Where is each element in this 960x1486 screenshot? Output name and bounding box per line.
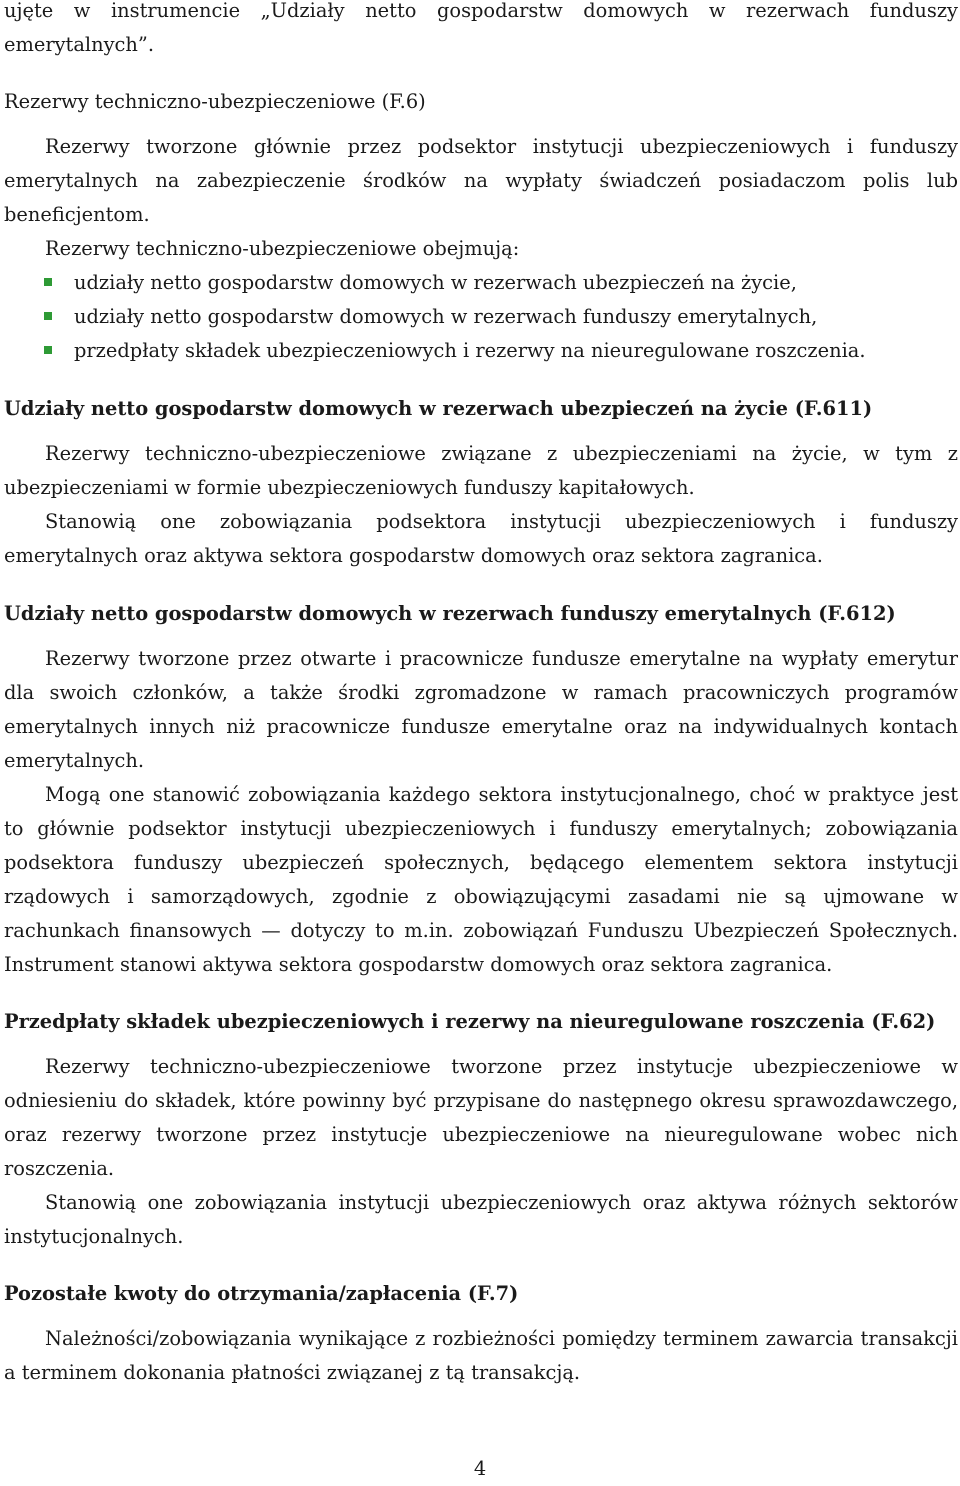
square-bullet-icon <box>44 346 52 354</box>
square-bullet-icon <box>44 312 52 320</box>
paragraph-f6: Rezerwy tworzone głównie przez podsektor instytucji ubezpieczeniowych i funduszy emerytalnych na zabezpieczenie środków na wypłaty świadczeń posiadaczom polis lub beneficjentom. <box>4 135 958 226</box>
section-heading-f612: Udziały netto gospodarstw domowych w rezerwach funduszy emerytalnych (F.612) <box>4 602 896 625</box>
list-item <box>4 300 958 334</box>
list-item-text: udziały netto gospodarstw domowych w rezerwach ubezpieczeń na życie, <box>74 271 797 294</box>
page-number: 4 <box>473 1457 487 1480</box>
list-item <box>4 266 958 300</box>
list-item-text: udziały netto gospodarstw domowych w rezerwach funduszy emerytalnych, <box>74 305 818 328</box>
list-item <box>4 334 958 368</box>
paragraph-f7: Należności/zobowiązania wynikające z rozbieżności pomiędzy terminem zawarcia transakcji a terminem dokonania płatności związanej z tą transakcją. <box>4 1327 958 1384</box>
section-heading-f6: Rezerwy techniczno-ubezpieczeniowe (F.6) <box>4 90 426 113</box>
section-heading-f7: Pozostałe kwoty do otrzymania/zapłacenia (F.7) <box>4 1282 519 1305</box>
intro-continuation: ujęte w instrumencie „Udziały netto gospodarstw domowych w rezerwach funduszy emerytalnych”. <box>4 0 958 56</box>
list-f6 <box>4 266 958 368</box>
paragraph-f611-2: Stanowią one zobowiązania podsektora instytucji ubezpieczeniowych i funduszy emerytalnych oraz aktywa sektora gospodarstw domowych oraz sektora zagranica. <box>4 510 958 567</box>
square-bullet-icon <box>44 278 52 286</box>
section-heading-f611: Udziały netto gospodarstw domowych w rezerwach ubezpieczeń na życie (F.611) <box>4 397 873 420</box>
paragraph-f62-1: Rezerwy techniczno-ubezpieczeniowe tworzone przez instytucje ubezpieczeniowe w odniesieniu do składek, które powinny być przypisane do następnego okresu sprawozdawczego, oraz rezerwy tworzone przez instytucje ubezpieczeniowe na nieuregulowane wobec nich roszczenia. <box>4 1055 958 1180</box>
paragraph-f611-1: Rezerwy techniczno-ubezpieczeniowe związane z ubezpieczeniami na życie, w tym z ubezpieczeniami w formie ubezpieczeniowych funduszy kapitałowych. <box>4 442 958 499</box>
paragraph-f612-2: Mogą one stanowić zobowiązania każdego sektora instytucjonalnego, choć w praktyce jest to głównie podsektor instytucji ubezpieczeniowych i funduszy emerytalnych; zobowiązania podsektora funduszy ubezpieczeń społecznych, będącego elementem sektora instytucji rządowych i samorządowych, zgodnie z obowiązującymi zasadami nie są ujmowane w rachunkach finansowych — dotyczy to m.in. zobowiązań Funduszu Ubezpieczeń Społecznych. Instrument stanowi aktywa sektora gospodarstw domowych oraz sektora zagranica. <box>4 783 958 976</box>
list-item-text: przedpłaty składek ubezpieczeniowych i rezerwy na nieuregulowane roszczenia. <box>74 339 866 362</box>
paragraph-f62-2: Stanowią one zobowiązania instytucji ubezpieczeniowych oraz aktywa różnych sektorów instytucjonalnych. <box>4 1191 958 1248</box>
list-intro-f6: Rezerwy techniczno-ubezpieczeniowe obejmują: <box>45 237 520 260</box>
section-heading-f62: Przedpłaty składek ubezpieczeniowych i rezerwy na nieuregulowane roszczenia (F.62) <box>4 1010 936 1033</box>
paragraph-f612-1: Rezerwy tworzone przez otwarte i pracownicze fundusze emerytalne na wypłaty emerytur dla swoich członków, a także środki zgromadzone w ramach pracowniczych programów emerytalnych innych niż pracownicze fundusze emerytalne oraz na indywidualnych kontach emerytalnych. <box>4 647 958 772</box>
